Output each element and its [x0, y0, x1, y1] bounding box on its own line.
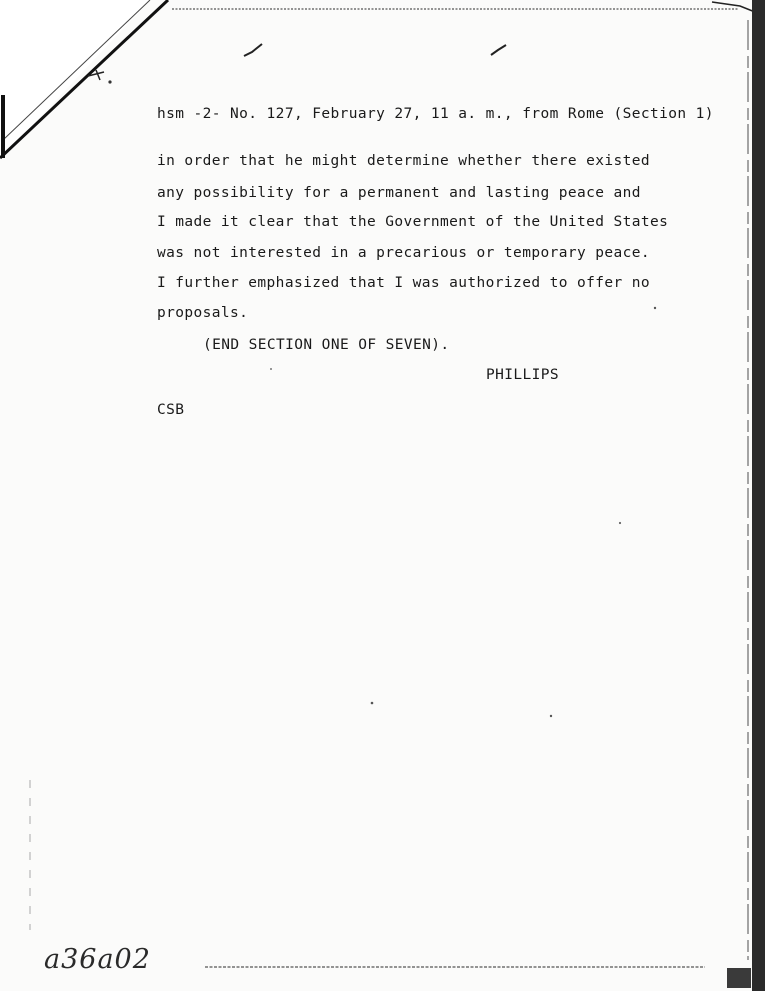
body-line: proposals. — [157, 305, 249, 321]
body-line: in order that he might determine whether there existed — [157, 153, 651, 169]
speck — [619, 522, 621, 524]
speck — [371, 702, 374, 705]
body-line: any possibility for a permanent and lasting peace and — [157, 185, 641, 201]
body-line: was not interested in a precarious or temporary peace. — [157, 245, 651, 261]
handwritten-archive-mark: a36a02 — [44, 944, 151, 975]
signature: PHILLIPS — [486, 367, 560, 383]
document-header: hsm -2- No. 127, February 27, 11 a. m., from Rome (Section 1) — [157, 106, 714, 122]
speck — [270, 368, 272, 370]
sender-initials: CSB — [157, 402, 185, 418]
speck — [654, 307, 656, 309]
body-line: I made it clear that the Government of the United States — [157, 214, 669, 230]
tick-mark-right — [491, 45, 506, 55]
right-edge-shadow — [752, 0, 765, 991]
speck — [108, 80, 111, 83]
end-section-note: (END SECTION ONE OF SEVEN). — [203, 337, 450, 353]
bottom-right-smudge — [727, 968, 751, 988]
tick-mark-left — [244, 44, 262, 56]
speck — [550, 715, 552, 717]
body-line: I further emphasized that I was authorized to offer no — [157, 275, 651, 291]
